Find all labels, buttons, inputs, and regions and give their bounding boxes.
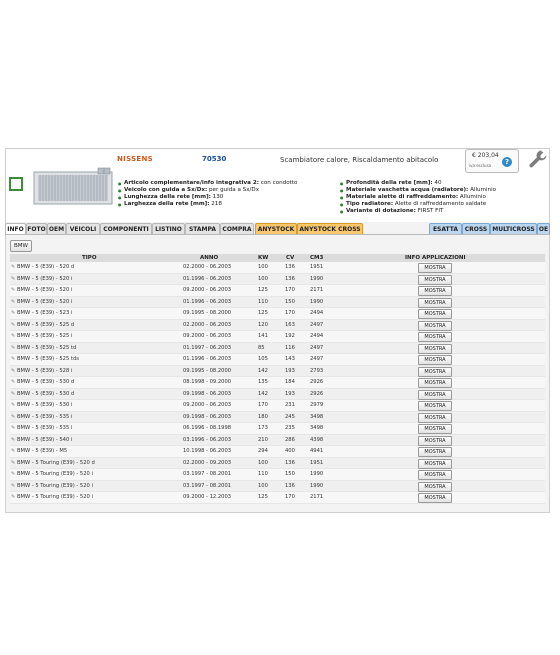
cell-cv: 192: [285, 333, 295, 339]
cell-anno: 09.1998 - 06.2003: [183, 390, 232, 397]
cell-anno: 01.1996 - 06.2003: [183, 356, 232, 362]
cell-anno: 01.1996 - 06.2003: [183, 298, 232, 305]
cell-anno: 09.2000 - 06.2003: [183, 333, 232, 339]
cell-kw: 100: [258, 482, 268, 489]
cell-kw: 125: [258, 287, 268, 293]
question-icon[interactable]: ?: [502, 157, 512, 167]
cell-cm3: 1990: [310, 298, 324, 305]
cell-tipo: BMW - 5 (E39) - 528 i: [17, 367, 73, 374]
cell-cm3: 3498: [310, 413, 324, 420]
attr-left-item: [118, 180, 297, 187]
cell-cm3: 1990: [310, 275, 324, 282]
cell-cm3: 2171: [310, 287, 324, 293]
cell-anno: 01.1997 - 06.2003: [183, 344, 232, 351]
cell-anno: 10.1998 - 06.2003: [183, 448, 232, 454]
attribute-label: Variante di dotazione:: [346, 208, 416, 215]
cell-cv: 400: [285, 448, 295, 454]
table-row: [10, 469, 545, 481]
cell-cm3: 1990: [310, 471, 324, 477]
cell-tipo: BMW - 5 (E39) - 525 tds: [17, 356, 79, 362]
table-row: [10, 331, 545, 343]
table-row: [10, 354, 545, 366]
attr-left-item: [118, 187, 297, 194]
cell-kw: 85: [258, 344, 265, 351]
cell-tipo: BMW - 5 (E39) - 520 d: [17, 264, 75, 270]
cell-cv: 235: [285, 425, 295, 431]
table-row: [10, 343, 545, 355]
cell-kw: 142: [258, 367, 268, 374]
mostra-button[interactable]: MOSTRA: [418, 275, 452, 285]
mostra-button[interactable]: MOSTRA: [418, 470, 452, 480]
attr-right-item: [340, 201, 496, 208]
cell-anno: 01.1996 - 06.2003: [183, 275, 232, 282]
attribute-value: 218: [211, 201, 222, 208]
table-row: [10, 481, 545, 493]
attributes-right: [340, 180, 496, 215]
pencil-icon[interactable]: ✎: [11, 413, 16, 420]
pencil-icon[interactable]: ✎: [11, 367, 16, 374]
cell-cv: 170: [285, 494, 295, 500]
table-row: [10, 274, 545, 286]
cell-kw: 141: [258, 333, 268, 339]
pencil-icon[interactable]: ✎: [11, 310, 16, 316]
pencil-icon[interactable]: ✎: [11, 379, 16, 385]
mostra-button[interactable]: MOSTRA: [418, 344, 452, 354]
col-info: INFO APPLICAZIONI: [405, 255, 466, 261]
cell-cv: 116: [285, 344, 295, 351]
tab-oe[interactable]: OE: [537, 223, 550, 234]
pencil-icon[interactable]: ✎: [11, 390, 16, 397]
tab-multicross[interactable]: MULTICROSS: [490, 223, 537, 234]
cell-tipo: BMW - 5 (E39) - 535 i: [17, 413, 73, 420]
cell-tipo: BMW - 5 (E39) - 530 d: [17, 379, 75, 385]
cell-cm3: 2926: [310, 390, 324, 397]
attribute-value: 40: [434, 180, 442, 186]
mostra-button[interactable]: MOSTRA: [418, 482, 452, 492]
select-checkbox[interactable]: [9, 177, 23, 191]
mostra-button[interactable]: MOSTRA: [418, 424, 452, 434]
price-box: [465, 149, 519, 173]
cell-cm3: 1951: [310, 459, 324, 466]
table-row: [10, 492, 545, 504]
product-description: Scambiatore calore, Riscaldamento abitacolo: [280, 156, 439, 164]
attr-left-item: [118, 201, 297, 208]
cell-cm3: 2497: [310, 344, 324, 351]
cell-cm3: 3498: [310, 425, 324, 431]
mostra-button[interactable]: MOSTRA: [418, 459, 452, 469]
cell-kw: 100: [258, 275, 268, 282]
pencil-icon[interactable]: ✎: [11, 402, 16, 408]
table-header: [10, 254, 545, 262]
tab-info[interactable]: INFO: [5, 223, 26, 234]
col-cv: CV: [286, 255, 295, 261]
cell-cv: 193: [285, 367, 295, 374]
pencil-icon[interactable]: ✎: [11, 471, 16, 477]
cell-tipo: BMW - 5 (E39) - 535 i: [17, 425, 73, 431]
cell-tipo: BMW - 5 Touring (E39) - 520 d: [17, 459, 95, 466]
tab-divider: [5, 234, 550, 235]
attribute-label: Lunghezza della rete [mm]:: [124, 194, 211, 201]
mostra-button[interactable]: MOSTRA: [418, 390, 452, 400]
cell-tipo: BMW - 5 (E39) - 525 i: [17, 333, 73, 339]
table-row: [10, 262, 545, 274]
cell-cm3: 2171: [310, 494, 324, 500]
cell-tipo: BMW - 5 (E39) - 540 i: [17, 436, 73, 443]
table-row: [10, 423, 545, 435]
cell-tipo: BMW - 5 (E39) - 525 d: [17, 321, 75, 328]
cell-cm3: 4398: [310, 436, 324, 443]
attribute-label: Articolo complementare/info integrativa 2:: [124, 180, 260, 186]
cell-anno: 06.1996 - 08.1998: [183, 425, 232, 431]
pencil-icon[interactable]: ✎: [11, 333, 16, 339]
attribute-value: con condotto: [260, 180, 298, 186]
pencil-icon[interactable]: ✎: [11, 356, 16, 362]
attr-right-item: [340, 208, 496, 215]
table-row: [10, 297, 545, 309]
mostra-button[interactable]: MOSTRA: [418, 309, 452, 319]
cell-tipo: BMW - 5 Touring (E39) - 520 i: [17, 482, 93, 489]
table-row: [10, 366, 545, 378]
pencil-icon[interactable]: ✎: [11, 264, 16, 270]
cell-anno: 03.1996 - 06.2003: [183, 436, 232, 443]
cell-cm3: 2793: [310, 367, 324, 374]
attr-right-item: [340, 187, 496, 194]
table-row: [10, 412, 545, 424]
attr-left-item: [118, 194, 297, 201]
cell-tipo: BMW - 5 (E39) - 520 i: [17, 275, 73, 282]
cell-tipo: BMW - 5 (E39) - 530 i: [17, 402, 73, 408]
cell-cm3: 2979: [310, 402, 324, 408]
cell-tipo: BMW - 5 (E39) - 520 i: [17, 287, 73, 293]
attribute-value: Alluminio: [459, 194, 486, 201]
product-image: [32, 166, 114, 210]
cell-cv: 184: [285, 379, 295, 385]
pencil-icon[interactable]: ✎: [11, 275, 16, 282]
cell-anno: 09.2000 - 12.2003: [183, 494, 232, 500]
table-row: [10, 458, 545, 470]
attribute-label: Larghezza della rete [mm]:: [124, 201, 210, 208]
pencil-icon[interactable]: ✎: [11, 459, 16, 466]
tab-cross[interactable]: CROSS: [462, 223, 490, 234]
cell-cv: 143: [285, 356, 295, 362]
cell-kw: 100: [258, 264, 268, 270]
cell-cm3: 1951: [310, 264, 324, 270]
cell-anno: 08.1998 - 09.2000: [183, 379, 232, 385]
mostra-button[interactable]: MOSTRA: [418, 378, 452, 388]
cell-anno: 09.2000 - 06.2003: [183, 402, 232, 408]
cell-cm3: 1990: [310, 482, 324, 489]
cell-cm3: 2494: [310, 333, 324, 339]
cell-kw: 294: [258, 448, 268, 454]
cell-cv: 286: [285, 436, 295, 443]
vehicle-table: [10, 262, 545, 504]
wrench-icon[interactable]: [527, 148, 549, 170]
cell-cv: 231: [285, 402, 295, 408]
cell-tipo: BMW - 5 Touring (E39) - 520 i: [17, 494, 93, 500]
cell-kw: 125: [258, 310, 268, 316]
tab-anystock[interactable]: ANYSTOCK: [255, 223, 297, 234]
tab-compra[interactable]: COMPRA: [220, 223, 254, 234]
attribute-value: Alluminio: [470, 187, 497, 194]
cell-cm3: 2494: [310, 310, 324, 316]
cell-cv: 150: [285, 471, 295, 477]
cell-kw: 173: [258, 425, 268, 431]
cell-anno: 02.2000 - 06.2003: [183, 321, 232, 328]
cell-anno: 02.2000 - 09.2003: [183, 459, 232, 466]
table-row: [10, 320, 545, 332]
attr-right-item: [340, 194, 496, 201]
cell-kw: 170: [258, 402, 268, 408]
cell-kw: 105: [258, 356, 268, 362]
cell-kw: 110: [258, 298, 268, 305]
make-filter-button[interactable]: BMW: [10, 240, 32, 252]
cell-cm3: 4941: [310, 448, 324, 454]
mostra-button[interactable]: MOSTRA: [418, 447, 452, 457]
mostra-button[interactable]: MOSTRA: [418, 332, 452, 342]
cell-anno: 09.2000 - 06.2003: [183, 287, 232, 293]
mostra-button[interactable]: MOSTRA: [418, 321, 452, 331]
tab-veicoli[interactable]: VEICOLI: [66, 223, 100, 234]
cell-cv: 163: [285, 321, 295, 328]
cell-kw: 180: [258, 413, 268, 420]
cell-cv: 136: [285, 275, 295, 282]
tab-stampa[interactable]: STAMPA: [185, 223, 220, 234]
table-row: [10, 435, 545, 447]
mostra-button[interactable]: MOSTRA: [418, 493, 452, 503]
col-cm3: CM3: [310, 255, 324, 261]
product-brand: NISSENS: [117, 155, 154, 163]
price-value: € 203,04: [472, 152, 499, 159]
cell-cm3: 2926: [310, 379, 324, 385]
col-anno: ANNO: [200, 255, 219, 261]
cell-kw: 125: [258, 494, 268, 500]
tab-anystock-cross[interactable]: ANYSTOCK CROSS: [297, 223, 363, 234]
mostra-button[interactable]: MOSTRA: [418, 401, 452, 411]
mostra-button[interactable]: MOSTRA: [418, 413, 452, 423]
cell-kw: 100: [258, 459, 268, 466]
product-code[interactable]: 70530: [202, 155, 227, 163]
pencil-icon[interactable]: ✎: [11, 298, 16, 305]
cell-cm3: 2497: [310, 321, 324, 328]
table-row: [10, 308, 545, 320]
cell-kw: 135: [258, 379, 268, 385]
cell-anno: 03.1997 - 08.2001: [183, 482, 232, 489]
cell-anno: 09.1998 - 06.2003: [183, 413, 232, 420]
cell-cv: 136: [285, 264, 295, 270]
cell-anno: 03.1997 - 08.2001: [183, 471, 232, 477]
cell-cv: 136: [285, 482, 295, 489]
tab-componenti[interactable]: COMPONENTI: [100, 223, 152, 234]
pencil-icon[interactable]: ✎: [11, 494, 16, 500]
cell-tipo: BMW - 5 Touring (E39) - 520 i: [17, 471, 93, 477]
tab-esatta[interactable]: ESATTA: [429, 223, 462, 234]
attribute-label: Materiale vaschetta acqua (radiatore):: [346, 187, 469, 194]
pencil-icon[interactable]: ✎: [11, 448, 16, 454]
pencil-icon[interactable]: ✎: [11, 482, 16, 489]
table-row: [10, 446, 545, 458]
cell-cm3: 2497: [310, 356, 324, 362]
col-tipo: TIPO: [82, 255, 97, 261]
attribute-value: per guida a Sx/Dx: [209, 187, 260, 194]
tab-listino[interactable]: LISTINO: [152, 223, 185, 234]
col-kw: KW: [258, 255, 269, 261]
cell-cv: 170: [285, 310, 295, 316]
cell-tipo: BMW - 5 (E39) - 520 i: [17, 298, 73, 305]
table-row: [10, 400, 545, 412]
attribute-label: Veicolo con guida a Sx/Dx:: [124, 187, 208, 194]
price-note: iva esclusa: [469, 163, 492, 168]
cell-tipo: BMW - 5 (E39) - M5: [17, 448, 68, 454]
cell-cv: 170: [285, 287, 295, 293]
table-row: [10, 285, 545, 297]
attribute-label: Profondità della rete [mm]:: [346, 180, 433, 186]
attribute-value: FIRST FIT: [417, 208, 444, 215]
cell-tipo: BMW - 5 (E39) - 525 td: [17, 344, 77, 351]
cell-tipo: BMW - 5 (E39) - 523 i: [17, 310, 73, 316]
pencil-icon[interactable]: ✎: [11, 425, 16, 431]
pencil-icon[interactable]: ✎: [11, 287, 16, 293]
mostra-button[interactable]: MOSTRA: [418, 263, 452, 273]
mostra-button[interactable]: MOSTRA: [418, 367, 452, 377]
cell-tipo: BMW - 5 (E39) - 530 d: [17, 390, 75, 397]
cell-kw: 110: [258, 471, 268, 477]
attributes-left: [118, 180, 297, 208]
attribute-label: Materiale alette di raffreddamento:: [346, 194, 459, 201]
tab-oem[interactable]: OEM: [47, 223, 66, 234]
attribute-value: 130: [212, 194, 224, 201]
cell-cv: 150: [285, 298, 295, 305]
cell-kw: 142: [258, 390, 268, 397]
pencil-icon[interactable]: ✎: [11, 436, 16, 443]
cell-cv: 136: [285, 459, 295, 466]
cell-anno: 02.2000 - 06.2003: [183, 264, 232, 270]
mostra-button[interactable]: MOSTRA: [418, 286, 452, 296]
cell-anno: 09.1995 - 08.2000: [183, 367, 232, 374]
cell-anno: 09.1995 - 08.2000: [183, 310, 232, 316]
mostra-button[interactable]: MOSTRA: [418, 355, 452, 365]
mostra-button[interactable]: MOSTRA: [418, 298, 452, 308]
attribute-value: Alette di raffreddamento saldate: [394, 201, 487, 208]
pencil-icon[interactable]: ✎: [11, 321, 16, 328]
cell-kw: 210: [258, 436, 268, 443]
pencil-icon[interactable]: ✎: [11, 344, 16, 351]
mostra-button[interactable]: MOSTRA: [418, 436, 452, 446]
table-row: [10, 389, 545, 401]
attribute-label: Tipo radiatore:: [346, 201, 394, 208]
cell-kw: 120: [258, 321, 268, 328]
table-row: [10, 377, 545, 389]
cell-cv: 193: [285, 390, 295, 397]
tab-foto[interactable]: FOTO: [26, 223, 47, 234]
attr-right-item: [340, 180, 496, 187]
cell-cv: 245: [285, 413, 295, 420]
